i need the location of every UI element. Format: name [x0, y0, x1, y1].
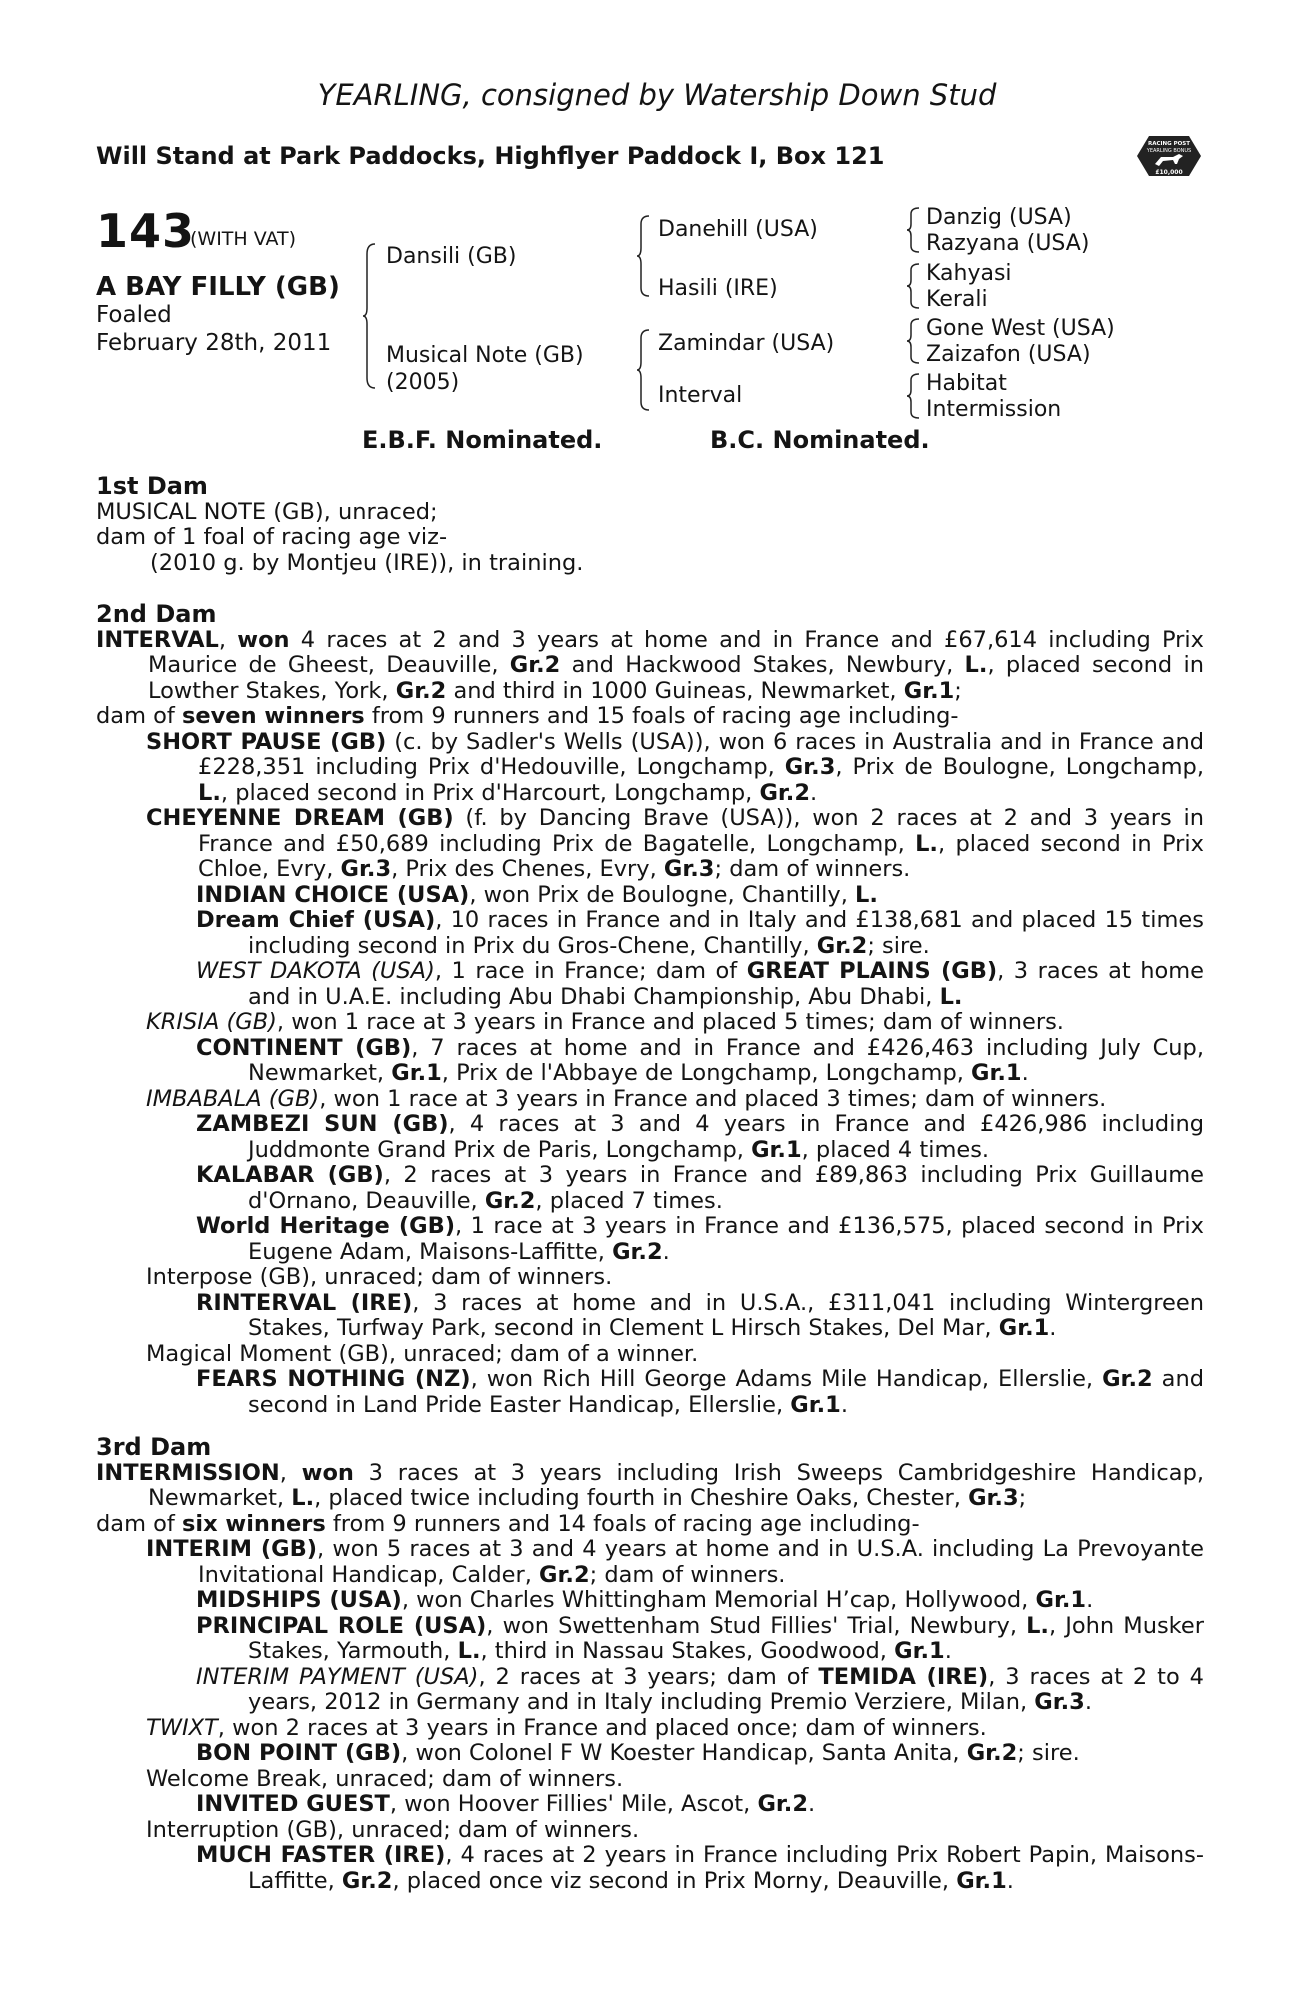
- produce-entry: World Heritage (GB), 1 race at 3 years in France and £136,575, placed second in Prix Eugene Adam, Maisons-Laffitte, Gr.2.: [196, 1213, 1204, 1265]
- pedigree-brace-3d: [906, 372, 922, 420]
- produce-entry: KALABAR (GB), 2 races at 3 years in France and £89,863 including Prix Guillaume d'Ornano, Deauville, Gr.2, placed 7 times.: [196, 1162, 1204, 1214]
- dam-dam-dam: Intermission: [926, 397, 1062, 422]
- produce-entry: Magical Moment (GB), unraced; dam of a winner.: [146, 1340, 699, 1367]
- produce-entry: INVITED GUEST, won Hoover Fillies' Mile, Ascot, Gr.2.: [196, 1791, 816, 1817]
- foaled-label: Foaled: [96, 302, 172, 328]
- dam-name: Musical Note (GB): [386, 343, 584, 368]
- yearling-bonus-badge: [1135, 128, 1203, 184]
- produce-entry: RINTERVAL (IRE), 3 races at home and in U.S.A., £311,041 including Wintergreen Stakes, Turfway Park, second in Clement L Hirsch Stakes, Del Mar, Gr.1.: [196, 1289, 1204, 1341]
- produce-entry: KRISIA (GB), won 1 race at 3 years in France and placed 5 times; dam of winners.: [146, 1009, 1064, 1035]
- dam-sire: Zamindar (USA): [658, 331, 835, 356]
- produce-summary: dam of six winners from 9 runners and 14 foals of racing age including-: [96, 1510, 920, 1537]
- produce-entry: IMBABALA (GB), won 1 race at 3 years in France and placed 3 times; dam of winners.: [146, 1085, 1107, 1112]
- pedigree-brace-3a: [906, 206, 922, 254]
- dam-dam: Interval: [658, 383, 743, 408]
- lot-number: 143: [96, 204, 196, 258]
- first-dam-section: [96, 474, 1204, 576]
- bc-nominated: B.C. Nominated.: [710, 426, 930, 454]
- vat-note: (WITH VAT): [190, 228, 297, 250]
- produce-entry: INTERIM (GB), won 5 races at 3 and 4 years at home and in U.S.A. including La Prevoyante Invitational Handicap, Calder, Gr.2; dam of winners.: [146, 1536, 1204, 1588]
- first-dam-line: dam of 1 foal of racing age viz-: [96, 524, 448, 550]
- produce-entry: MIDSHIPS (USA), won Charles Whittingham Memorial H’cap, Hollywood, Gr.1.: [196, 1587, 1094, 1613]
- produce-entry: Welcome Break, unraced; dam of winners.: [146, 1765, 624, 1792]
- dam-sire-sire: Gone West (USA): [926, 316, 1115, 341]
- dam-entry: INTERMISSION, won 3 races at 3 years including Irish Sweeps Cambridgeshire Handicap, Newmarket, L., placed twice including fourth in Cheshire Oaks, Chester, Gr.3;: [96, 1459, 1204, 1511]
- badge-mid-text: YEARLING BONUS: [1146, 148, 1192, 154]
- ebf-nominated: E.B.F. Nominated.: [362, 426, 603, 454]
- sire-sire-dam: Razyana (USA): [926, 231, 1090, 256]
- produce-entry: CHEYENNE DREAM (GB) (f. by Dancing Brave (USA)), won 2 races at 2 and 3 years in France and £50,689 including Prix de Bagatelle, Longchamp, L., placed second in Prix Chloe, Evry, Gr.3, Prix des Chenes, Evry, Gr.3; dam of winners.: [146, 805, 1204, 882]
- dam-sire-dam: Zaizafon (USA): [926, 342, 1091, 367]
- sire-dam: Hasili (IRE): [658, 276, 778, 301]
- produce-entry: WEST DAKOTA (USA), 1 race in France; dam of GREAT PLAINS (GB), 3 races at home and in U.A.E. including Abu Dhabi Championship, Abu Dhabi, L.: [196, 958, 1204, 1010]
- sire-sire-sire: Danzig (USA): [926, 205, 1072, 230]
- produce-entry: BON POINT (GB), won Colonel F W Koester Handicap, Santa Anita, Gr.2; sire.: [196, 1740, 1080, 1766]
- pedigree-brace-1: [362, 242, 378, 390]
- sire-sire: Danehill (USA): [658, 217, 818, 242]
- first-dam-heading: 1st Dam: [96, 472, 208, 500]
- produce-entry: MUCH FASTER (IRE), 4 races at 2 years in France including Prix Robert Papin, Maisons-Laffitte, Gr.2, placed once viz second in Prix Morny, Deauville, Gr.1.: [196, 1842, 1204, 1894]
- pedigree-brace-3c: [906, 317, 922, 365]
- badge-top-text: RACING POST: [1147, 141, 1191, 147]
- dam-dam-sire: Habitat: [926, 371, 1007, 396]
- first-dam-line: MUSICAL NOTE (GB), unraced;: [96, 498, 438, 525]
- dam-year: (2005): [386, 370, 460, 395]
- produce-summary: dam of seven winners from 9 runners and 15 foals of racing age including-: [96, 703, 959, 729]
- produce-entry: Interpose (GB), unraced; dam of winners.: [146, 1264, 613, 1290]
- sire-dam-sire: Kahyasi: [926, 261, 1012, 286]
- sire-name: Dansili (GB): [386, 244, 517, 269]
- dam-entry: INTERVAL, won 4 races at 2 and 3 years at home and in France and £67,614 including Prix Maurice de Gheest, Deauville, Gr.2 and Hackwood Stakes, Newbury, L., placed second in Lowther Stakes, York, Gr.2 and third in 1000 Guineas, Newmarket, Gr.1;: [96, 626, 1204, 704]
- produce-entry: TWIXT, won 2 races at 3 years in France and placed once; dam of winners.: [146, 1714, 987, 1741]
- third-dam-section: [96, 1435, 1204, 1894]
- produce-entry: Dream Chief (USA), 10 races in France and in Italy and £138,681 and placed 15 times including second in Prix du Gros-Chene, Chantilly, Gr.2; sire.: [196, 907, 1204, 959]
- second-dam-heading: 2nd Dam: [96, 600, 217, 628]
- pedigree-brace-3b: [906, 262, 922, 310]
- pedigree-brace-2a: [636, 214, 652, 298]
- produce-entry: CONTINENT (GB), 7 races at home and in France and £426,463 including July Cup, Newmarket, Gr.1, Prix de l'Abbaye de Longchamp, Longchamp, Gr.1.: [196, 1034, 1204, 1086]
- third-dam-heading: 3rd Dam: [96, 1433, 212, 1461]
- badge-bottom-text: £10,000: [1155, 169, 1183, 176]
- horse-name: A BAY FILLY (GB): [96, 272, 340, 302]
- stand-location: Will Stand at Park Paddocks, Highflyer Paddock I, Box 121: [96, 142, 885, 170]
- first-dam-foal: (2010 g. by Montjeu (IRE)), in training.: [150, 549, 584, 576]
- produce-entry: FEARS NOTHING (NZ), won Rich Hill George Adams Mile Handicap, Ellerslie, Gr.2 and second in Land Pride Easter Handicap, Ellerslie, Gr.1.: [196, 1366, 1204, 1418]
- produce-entry: INDIAN CHOICE (USA), won Prix de Boulogne, Chantilly, L.: [196, 881, 878, 908]
- sire-dam-dam: Kerali: [926, 287, 988, 312]
- foaled-date: February 28th, 2011: [96, 330, 332, 356]
- produce-entry: SHORT PAUSE (GB) (c. by Sadler's Wells (USA)), won 6 races in Australia and in France and £228,351 including Prix d'Hedouville, Longchamp, Gr.3, Prix de Boulogne, Longchamp, L., placed second in Prix d'Harcourt, Longchamp, Gr.2.: [146, 728, 1204, 806]
- second-dam-section: [96, 602, 1204, 1418]
- produce-entry: ZAMBEZI SUN (GB), 4 races at 3 and 4 years in France and £426,986 including Juddmonte Grand Prix de Paris, Longchamp, Gr.1, placed 4 times.: [196, 1111, 1205, 1163]
- catalogue-subtitle: YEARLING, consigned by Watership Down Stud: [317, 78, 997, 112]
- produce-entry: Interruption (GB), unraced; dam of winners.: [146, 1816, 640, 1843]
- produce-entry: INTERIM PAYMENT (USA), 2 races at 3 years; dam of TEMIDA (IRE), 3 races at 2 to 4 years, 2012 in Germany and in Italy including Premio Verziere, Milan, Gr.3.: [196, 1663, 1204, 1715]
- pedigree-brace-2b: [636, 328, 652, 412]
- produce-entry: PRINCIPAL ROLE (USA), won Swettenham Stud Fillies' Trial, Newbury, L., John Musker Stakes, Yarmouth, L., third in Nassau Stakes, Goodwood, Gr.1.: [196, 1612, 1205, 1664]
